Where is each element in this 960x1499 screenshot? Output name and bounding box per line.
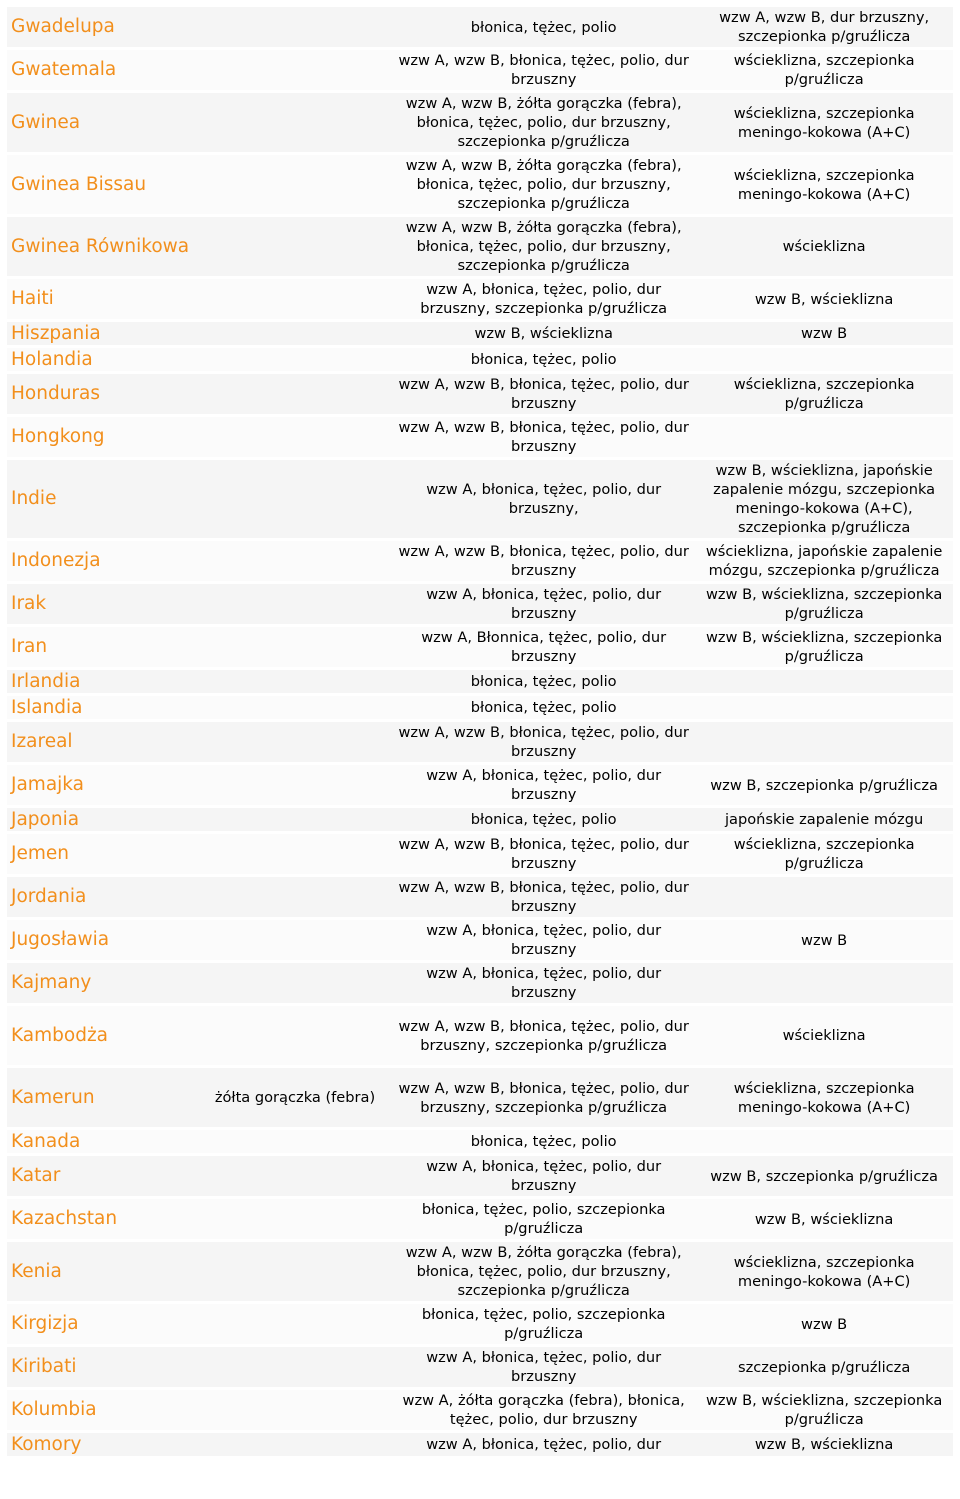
country-name: Jamajka xyxy=(7,765,198,805)
table-row xyxy=(7,834,953,874)
required-vaccines xyxy=(198,722,392,762)
recommended-vaccines: wzw A, błonica, tężec, polio, dur brzuszny xyxy=(392,963,695,1003)
table-row xyxy=(7,50,953,90)
country-name: Holandia xyxy=(7,348,198,371)
optional-vaccines: wzw B, wścieklizna xyxy=(695,1433,953,1456)
required-vaccines xyxy=(198,1347,392,1387)
table-row xyxy=(7,808,953,831)
required-vaccines xyxy=(198,460,392,538)
table-row xyxy=(7,1242,953,1301)
required-vaccines xyxy=(198,1006,392,1065)
country-name: Hiszpania xyxy=(7,322,198,345)
recommended-vaccines: wzw A, wzw B, błonica, tężec, polio, dur brzuszny, szczepionka p/gruźlicza xyxy=(392,1006,695,1065)
optional-vaccines: wścieklizna, szczepionka p/gruźlicza xyxy=(695,50,953,90)
recommended-vaccines: błonica, tężec, polio xyxy=(392,1130,695,1153)
required-vaccines xyxy=(198,50,392,90)
optional-vaccines: wścieklizna xyxy=(695,1006,953,1065)
table-row xyxy=(7,374,953,414)
table-row xyxy=(7,417,953,457)
required-vaccines xyxy=(198,1199,392,1239)
required-vaccines xyxy=(198,627,392,667)
optional-vaccines: wścieklizna xyxy=(695,217,953,276)
required-vaccines xyxy=(198,877,392,917)
optional-vaccines xyxy=(695,877,953,917)
table-row xyxy=(7,627,953,667)
country-name: Kanada xyxy=(7,1130,198,1153)
optional-vaccines: wzw B xyxy=(695,322,953,345)
table-row xyxy=(7,1006,953,1065)
optional-vaccines: wzw B, wścieklizna, japońskie zapalenie mózgu, szczepionka meningo-kokowa (A+C), szczepionka p/gruźlicza xyxy=(695,460,953,538)
table-row xyxy=(7,1347,953,1387)
optional-vaccines: szczepionka p/gruźlicza xyxy=(695,1347,953,1387)
recommended-vaccines: wzw A, wzw B, błonica, tężec, polio, dur brzuszny xyxy=(392,417,695,457)
country-name: Gwinea Bissau xyxy=(7,155,198,214)
table-row xyxy=(7,670,953,693)
table-body xyxy=(7,7,953,1456)
country-name: Katar xyxy=(7,1156,198,1196)
country-name: Izareal xyxy=(7,722,198,762)
required-vaccines xyxy=(198,417,392,457)
recommended-vaccines: wzw A, błonica, tężec, polio, dur brzuszny, xyxy=(392,460,695,538)
country-name: Kenia xyxy=(7,1242,198,1301)
country-name: Jordania xyxy=(7,877,198,917)
required-vaccines xyxy=(198,808,392,831)
country-name: Haiti xyxy=(7,279,198,319)
country-name: Kazachstan xyxy=(7,1199,198,1239)
optional-vaccines xyxy=(695,348,953,371)
country-name: Japonia xyxy=(7,808,198,831)
country-name: Kambodża xyxy=(7,1006,198,1065)
country-name: Gwinea xyxy=(7,93,198,152)
recommended-vaccines: wzw A, wzw B, błonica, tężec, polio, dur brzuszny, szczepionka p/gruźlicza xyxy=(392,1068,695,1127)
country-name: Kiribati xyxy=(7,1347,198,1387)
optional-vaccines: wzw B, wścieklizna xyxy=(695,279,953,319)
table-row xyxy=(7,1304,953,1344)
optional-vaccines: wzw B, wścieklizna, szczepionka p/gruźlicza xyxy=(695,627,953,667)
recommended-vaccines: wzw A, wzw B, błonica, tężec, polio, dur brzuszny xyxy=(392,834,695,874)
country-name: Hongkong xyxy=(7,417,198,457)
optional-vaccines xyxy=(695,417,953,457)
recommended-vaccines: wzw A, wzw B, żółta gorączka (febra), błonica, tężec, polio, dur brzuszny, szczepionka p/gruźlicza xyxy=(392,93,695,152)
table-row xyxy=(7,93,953,152)
required-vaccines xyxy=(198,963,392,1003)
recommended-vaccines: wzw B, wścieklizna xyxy=(392,322,695,345)
optional-vaccines xyxy=(695,670,953,693)
optional-vaccines: wścieklizna, szczepionka meningo-kokowa (A+C) xyxy=(695,1068,953,1127)
required-vaccines xyxy=(198,1130,392,1153)
country-name: Kamerun xyxy=(7,1068,198,1127)
optional-vaccines xyxy=(695,1130,953,1153)
recommended-vaccines: błonica, tężec, polio xyxy=(392,670,695,693)
vaccination-table xyxy=(7,4,953,1459)
optional-vaccines: wzw A, wzw B, dur brzuszny, szczepionka p/gruźlicza xyxy=(695,7,953,47)
recommended-vaccines: wzw A, wzw B, błonica, tężec, polio, dur brzuszny xyxy=(392,541,695,581)
country-name: Indie xyxy=(7,460,198,538)
optional-vaccines: wzw B, szczepionka p/gruźlicza xyxy=(695,765,953,805)
country-name: Jemen xyxy=(7,834,198,874)
table-row xyxy=(7,1068,953,1127)
optional-vaccines: wścieklizna, szczepionka meningo-kokowa (A+C) xyxy=(695,93,953,152)
optional-vaccines: japońskie zapalenie mózgu xyxy=(695,808,953,831)
country-name: Islandia xyxy=(7,696,198,719)
table-row xyxy=(7,541,953,581)
country-name: Indonezja xyxy=(7,541,198,581)
table-row xyxy=(7,155,953,214)
recommended-vaccines: wzw A, błonica, tężec, polio, dur xyxy=(392,1433,695,1456)
table-row xyxy=(7,1433,953,1456)
country-name: Gwinea Równikowa xyxy=(7,217,198,276)
required-vaccines xyxy=(198,1156,392,1196)
required-vaccines xyxy=(198,834,392,874)
recommended-vaccines: błonica, tężec, polio xyxy=(392,696,695,719)
table-row xyxy=(7,696,953,719)
country-name: Kajmany xyxy=(7,963,198,1003)
table-row xyxy=(7,920,953,960)
table-row xyxy=(7,348,953,371)
optional-vaccines: wzw B, wścieklizna, szczepionka p/gruźlicza xyxy=(695,1390,953,1430)
country-name: Honduras xyxy=(7,374,198,414)
recommended-vaccines: wzw A, wzw B, błonica, tężec, polio, dur brzuszny xyxy=(392,722,695,762)
country-name: Jugosławia xyxy=(7,920,198,960)
table-row xyxy=(7,963,953,1003)
table-row xyxy=(7,722,953,762)
recommended-vaccines: błonica, tężec, polio, szczepionka p/gruźlicza xyxy=(392,1304,695,1344)
table-row xyxy=(7,1199,953,1239)
recommended-vaccines: wzw A, błonica, tężec, polio, dur brzuszny, szczepionka p/gruźlicza xyxy=(392,279,695,319)
table-row xyxy=(7,1156,953,1196)
optional-vaccines xyxy=(695,722,953,762)
optional-vaccines: wścieklizna, szczepionka meningo-kokowa (A+C) xyxy=(695,155,953,214)
table-row xyxy=(7,1130,953,1153)
recommended-vaccines: wzw A, błonica, tężec, polio, dur brzuszny xyxy=(392,1347,695,1387)
required-vaccines xyxy=(198,348,392,371)
recommended-vaccines: wzw A, błonica, tężec, polio, dur brzuszny xyxy=(392,584,695,624)
required-vaccines xyxy=(198,584,392,624)
country-name: Irlandia xyxy=(7,670,198,693)
recommended-vaccines: wzw A, wzw B, błonica, tężec, polio, dur brzuszny xyxy=(392,877,695,917)
optional-vaccines xyxy=(695,963,953,1003)
country-name: Irak xyxy=(7,584,198,624)
required-vaccines xyxy=(198,155,392,214)
optional-vaccines: wzw B, szczepionka p/gruźlicza xyxy=(695,1156,953,1196)
table-row xyxy=(7,460,953,538)
required-vaccines xyxy=(198,696,392,719)
country-name: Kirgizja xyxy=(7,1304,198,1344)
required-vaccines xyxy=(198,279,392,319)
country-name: Kolumbia xyxy=(7,1390,198,1430)
table-row xyxy=(7,322,953,345)
recommended-vaccines: wzw A, błonica, tężec, polio, dur brzuszny xyxy=(392,1156,695,1196)
table-row xyxy=(7,877,953,917)
table-row xyxy=(7,279,953,319)
required-vaccines xyxy=(198,670,392,693)
recommended-vaccines: wzw A, błonica, tężec, polio, dur brzuszny xyxy=(392,920,695,960)
recommended-vaccines: wzw A, błonica, tężec, polio, dur brzuszny xyxy=(392,765,695,805)
country-name: Gwatemala xyxy=(7,50,198,90)
country-name: Gwadelupa xyxy=(7,7,198,47)
required-vaccines xyxy=(198,7,392,47)
required-vaccines xyxy=(198,1390,392,1430)
required-vaccines xyxy=(198,541,392,581)
optional-vaccines: wzw B xyxy=(695,920,953,960)
optional-vaccines: wścieklizna, szczepionka meningo-kokowa (A+C) xyxy=(695,1242,953,1301)
country-name: Komory xyxy=(7,1433,198,1456)
optional-vaccines xyxy=(695,696,953,719)
recommended-vaccines: błonica, tężec, polio xyxy=(392,808,695,831)
recommended-vaccines: wzw A, wzw B, błonica, tężec, polio, dur brzuszny xyxy=(392,374,695,414)
required-vaccines xyxy=(198,1433,392,1456)
required-vaccines xyxy=(198,920,392,960)
recommended-vaccines: błonica, tężec, polio xyxy=(392,348,695,371)
recommended-vaccines: wzw A, wzw B, żółta gorączka (febra), błonica, tężec, polio, dur brzuszny, szczepionka p/gruźlicza xyxy=(392,155,695,214)
optional-vaccines: wzw B xyxy=(695,1304,953,1344)
required-vaccines xyxy=(198,1304,392,1344)
recommended-vaccines: wzw A, żółta gorączka (febra), błonica, tężec, polio, dur brzuszny xyxy=(392,1390,695,1430)
recommended-vaccines: wzw A, wzw B, błonica, tężec, polio, dur brzuszny xyxy=(392,50,695,90)
optional-vaccines: wzw B, wścieklizna xyxy=(695,1199,953,1239)
recommended-vaccines: wzw A, Błonnica, tężec, polio, dur brzuszny xyxy=(392,627,695,667)
optional-vaccines: wścieklizna, szczepionka p/gruźlicza xyxy=(695,374,953,414)
table-row xyxy=(7,765,953,805)
required-vaccines xyxy=(198,1242,392,1301)
required-vaccines xyxy=(198,322,392,345)
optional-vaccines: wścieklizna, japońskie zapalenie mózgu, szczepionka p/gruźlicza xyxy=(695,541,953,581)
table-row xyxy=(7,584,953,624)
required-vaccines xyxy=(198,374,392,414)
table-row xyxy=(7,217,953,276)
table-row xyxy=(7,7,953,47)
recommended-vaccines: wzw A, wzw B, żółta gorączka (febra), błonica, tężec, polio, dur brzuszny, szczepionka p/gruźlicza xyxy=(392,217,695,276)
table-row xyxy=(7,1390,953,1430)
required-vaccines xyxy=(198,93,392,152)
required-vaccines: żółta gorączka (febra) xyxy=(198,1068,392,1127)
required-vaccines xyxy=(198,217,392,276)
country-name: Iran xyxy=(7,627,198,667)
optional-vaccines: wścieklizna, szczepionka p/gruźlicza xyxy=(695,834,953,874)
recommended-vaccines: błonica, tężec, polio, szczepionka p/gruźlicza xyxy=(392,1199,695,1239)
optional-vaccines: wzw B, wścieklizna, szczepionka p/gruźlicza xyxy=(695,584,953,624)
recommended-vaccines: błonica, tężec, polio xyxy=(392,7,695,47)
recommended-vaccines: wzw A, wzw B, żółta gorączka (febra), błonica, tężec, polio, dur brzuszny, szczepionka p/gruźlicza xyxy=(392,1242,695,1301)
required-vaccines xyxy=(198,765,392,805)
